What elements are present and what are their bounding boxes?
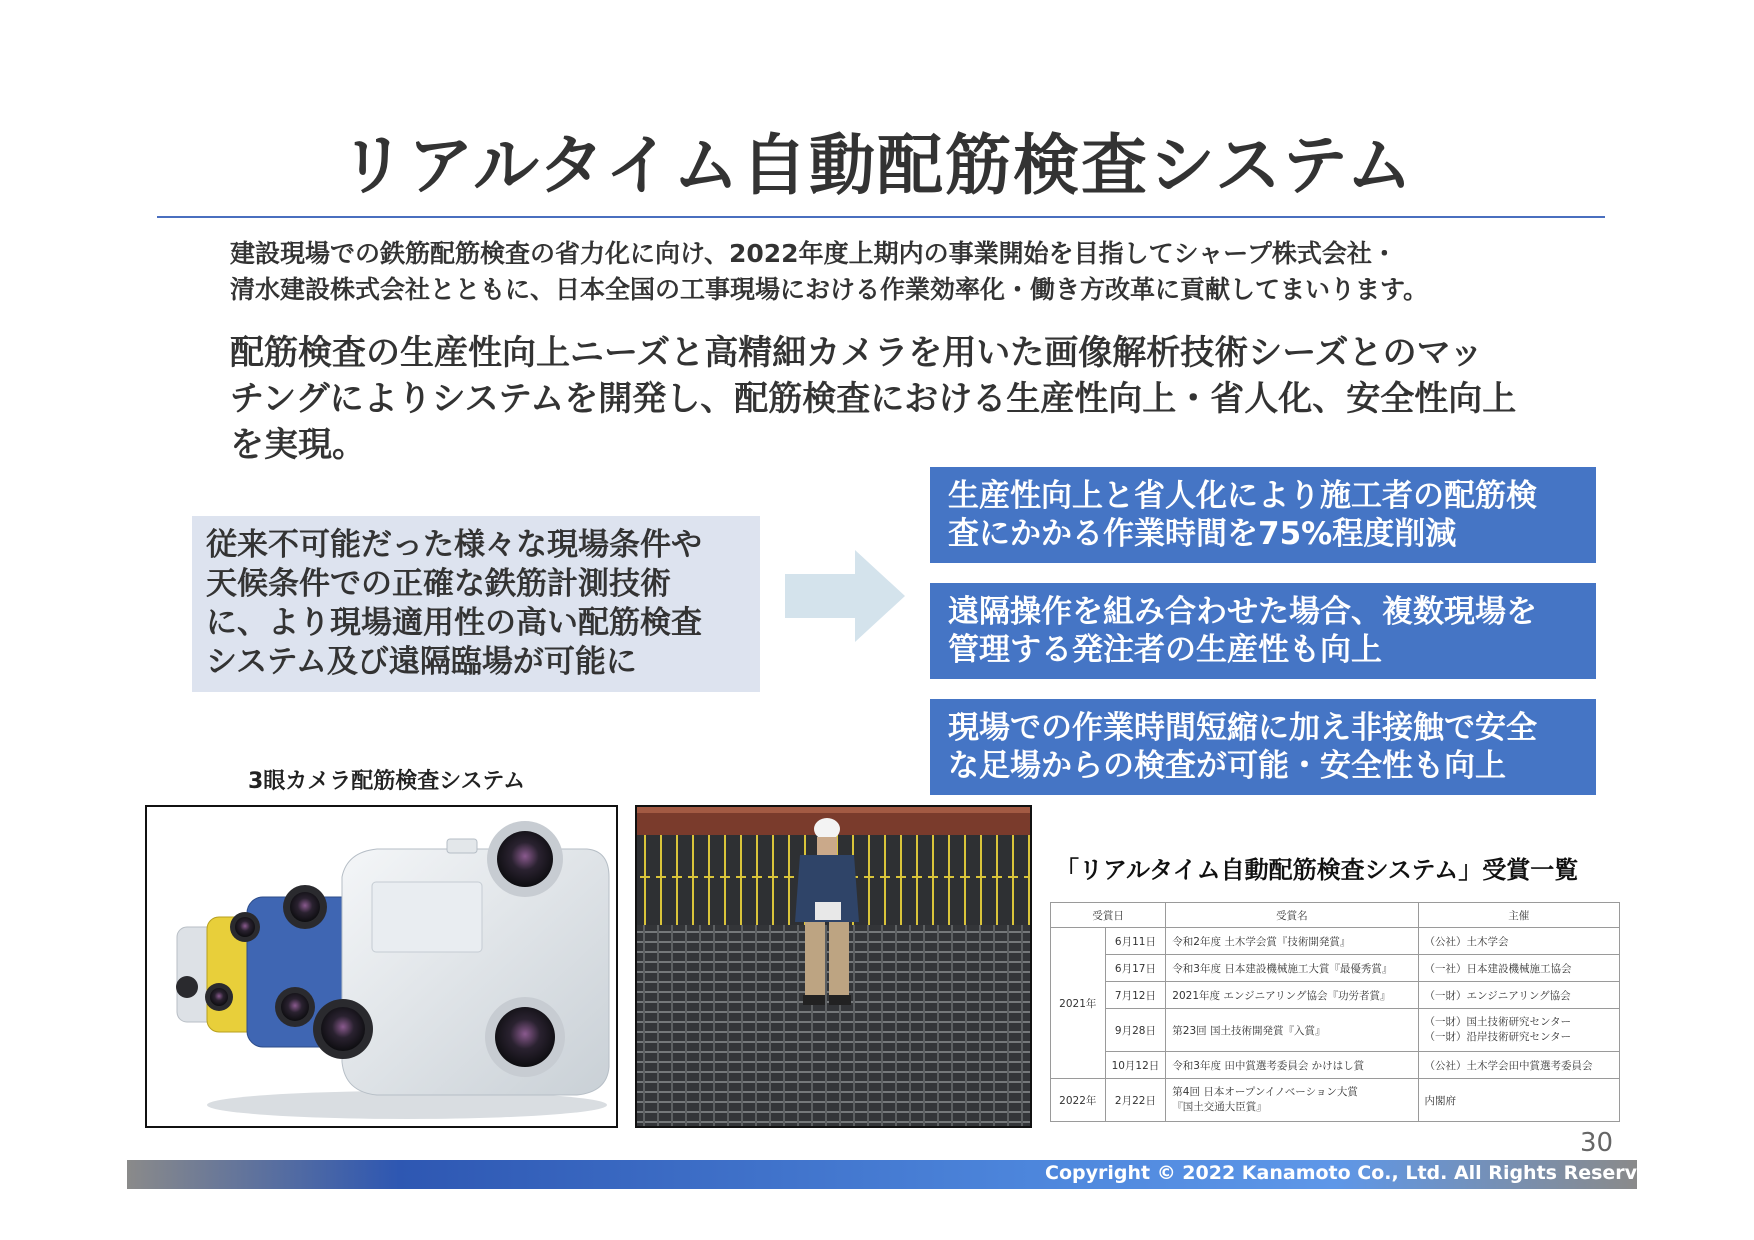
table-row bbox=[1051, 1052, 1620, 1079]
benefit-box bbox=[930, 467, 1596, 563]
table-header: 受賞日 bbox=[1051, 903, 1166, 928]
host-line: （一財）国土技術研究センター bbox=[1424, 1016, 1572, 1028]
table-row bbox=[1051, 1079, 1620, 1122]
host-cell: （公社）土木学会田中賞選考委員会 bbox=[1418, 1052, 1620, 1079]
award-name-line: 第4回 日本オープンイノベーション大賞 bbox=[1172, 1086, 1358, 1098]
intro-line: 建設現場での鉄筋配筋検査の省力化に向け、2022年度上期内の事業開始を目指してシャープ株式会社・ bbox=[230, 239, 1397, 268]
benefit-line: 管理する発注者の生産性も向上 bbox=[948, 632, 1382, 668]
year-cell: 2022年 bbox=[1051, 1079, 1106, 1122]
condition-line: に、より現場適用性の高い配筋検査 bbox=[206, 605, 702, 641]
lead-line: 配筋検査の生産性向上ニーズと高精細カメラを用いた画像解析技術シーズとのマッ bbox=[230, 333, 1484, 373]
lead-text bbox=[230, 330, 1610, 468]
worker-photo bbox=[635, 805, 1032, 1128]
date-cell: 9月28日 bbox=[1105, 1009, 1166, 1052]
award-name-cell: 令和2年度 土木学会賞『技術開発賞』 bbox=[1166, 928, 1418, 955]
host-cell: （一財）エンジニアリング協会 bbox=[1418, 982, 1620, 1009]
award-list-title: 「リアルタイム自動配筋検査システム」受賞一覧 bbox=[1055, 856, 1579, 884]
intro-text bbox=[230, 236, 1610, 308]
condition-box bbox=[192, 516, 760, 692]
table-row bbox=[1051, 928, 1620, 955]
camera-photo bbox=[145, 805, 618, 1128]
date-cell: 6月11日 bbox=[1105, 928, 1166, 955]
condition-line: 天候条件での正確な鉄筋計測技術 bbox=[206, 566, 671, 602]
award-name-cell: 第23回 国土技術開発賞『入賞』 bbox=[1166, 1009, 1418, 1052]
table-row bbox=[1051, 1009, 1620, 1052]
camera-illustration bbox=[147, 807, 616, 1126]
award-name-cell: 令和3年度 日本建設機械施工大賞『最優秀賞』 bbox=[1166, 955, 1418, 982]
benefit-line: 生産性向上と省人化により施工者の配筋検 bbox=[948, 478, 1537, 514]
host-cell: （一社）日本建設機械施工協会 bbox=[1418, 955, 1620, 982]
benefit-line: 遠隔操作を組み合わせた場合、複数現場を bbox=[948, 594, 1537, 630]
condition-line: システム及び遠隔臨場が可能に bbox=[206, 644, 637, 680]
table-row bbox=[1051, 955, 1620, 982]
title-divider bbox=[157, 216, 1605, 218]
table-row bbox=[1051, 982, 1620, 1009]
host-cell: 内閣府 bbox=[1418, 1079, 1620, 1122]
benefit-box bbox=[930, 583, 1596, 679]
table-header-row bbox=[1051, 903, 1620, 928]
award-name-cell: 令和3年度 田中賞選考委員会 かけはし賞 bbox=[1166, 1052, 1418, 1079]
rebar-site-illustration bbox=[637, 807, 1030, 1126]
benefit-line: な足場からの検査が可能・安全性も向上 bbox=[948, 748, 1506, 784]
host-line: （一財）沿岸技術研究センター bbox=[1424, 1031, 1572, 1043]
table-header: 受賞名 bbox=[1166, 903, 1418, 928]
condition-line: 従来不可能だった様々な現場条件や bbox=[206, 527, 702, 563]
page-number: 30 bbox=[1580, 1128, 1614, 1158]
benefit-box bbox=[930, 699, 1596, 795]
lead-line: チングによりシステムを開発し、配筋検査における生産性向上・省人化、安全性向上 bbox=[230, 379, 1517, 419]
lead-line: を実現。 bbox=[230, 425, 366, 465]
table-header: 主催 bbox=[1418, 903, 1620, 928]
intro-line: 清水建設株式会社とともに、日本全国の工事現場における作業効率化・働き方改革に貢献してまいります。 bbox=[230, 275, 1429, 304]
copyright-text: Copyright © 2022 Kanamoto Co., Ltd. All Rights Reserved. bbox=[1045, 1162, 1671, 1184]
award-name-line: 『国土交通大臣賞』 bbox=[1172, 1101, 1267, 1113]
award-name-cell bbox=[1166, 1079, 1418, 1122]
camera-caption: 3眼カメラ配筋検査システム bbox=[248, 769, 526, 794]
date-cell: 7月12日 bbox=[1105, 982, 1166, 1009]
award-table bbox=[1050, 902, 1620, 1122]
date-cell: 2月22日 bbox=[1105, 1079, 1166, 1122]
right-arrow-icon bbox=[785, 550, 905, 642]
slide-title: リアルタイム自動配筋検査システム bbox=[339, 127, 1415, 204]
host-cell: （公社）土木学会 bbox=[1418, 928, 1620, 955]
benefit-line: 査にかかる作業時間を75%程度削減 bbox=[948, 516, 1457, 552]
date-cell: 10月12日 bbox=[1105, 1052, 1166, 1079]
award-name-cell: 2021年度 エンジニアリング協会『功労者賞』 bbox=[1166, 982, 1418, 1009]
host-cell bbox=[1418, 1009, 1620, 1052]
benefit-line: 現場での作業時間短縮に加え非接触で安全 bbox=[948, 710, 1537, 746]
year-cell: 2021年 bbox=[1051, 928, 1106, 1079]
date-cell: 6月17日 bbox=[1105, 955, 1166, 982]
